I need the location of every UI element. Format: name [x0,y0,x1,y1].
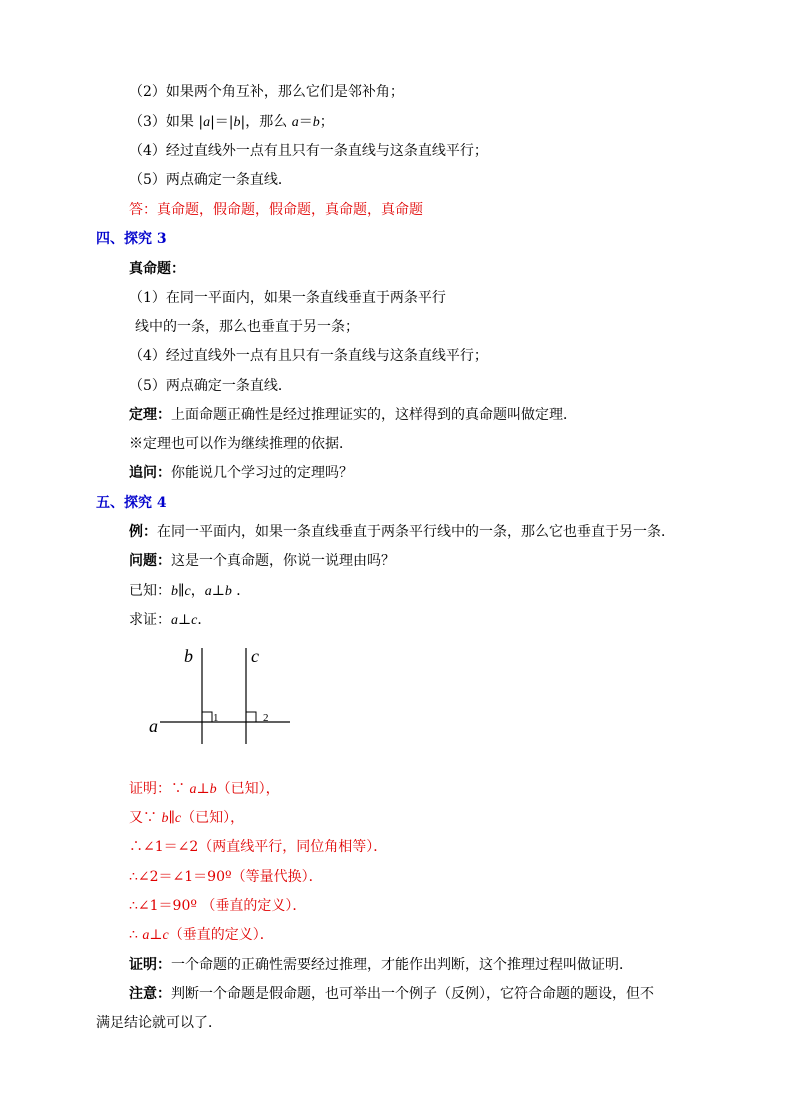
true-item-1b: 线中的一条，那么也垂直于另一条； [135,319,359,335]
section-heading-explore-3: 四、探究 3 [96,231,167,247]
figure-label-b: b [184,646,193,666]
parallel-lines-figure [140,640,300,750]
true-item-1a: （1）在同一平面内，如果一条直线垂直于两条平行 [129,290,446,306]
proof-step-2: 又∵ b∥c（已知）， [129,810,245,826]
true-item-5: （5）两点确定一条直线． [129,378,292,394]
followup-question: 追问：你能说几个学习过的定理吗？ [129,465,353,481]
right-angle-mark-1 [202,712,212,722]
example-label: 例： [129,524,157,540]
proof-step-4: ∴∠2＝∠1＝90º（等量代换）． [129,869,323,885]
answer-line: 答：真命题，假命题，假命题，真命题，真命题 [129,202,423,218]
question-label: 问题： [129,553,171,569]
proof-definition: 证明：一个命题的正确性需要经过推理，才能作出判断，这个推理过程叫做证明． [129,957,633,973]
right-angle-mark-2 [246,712,256,722]
attention-paragraph-line-2: 满足结论就可以了． [96,1015,222,1031]
question-paragraph: 问题：这是一个真命题，你说一说理由吗？ [129,553,395,569]
prove-line: 求证：a⊥c． [129,612,212,628]
true-proposition-label: 真命题： [129,261,185,277]
theorem-label: 定理： [129,407,171,423]
proof-step-6: ∴ a⊥c（垂直的定义）． [129,927,274,943]
angle-label-2: 2 [263,712,269,724]
list-item-5: （5）两点确定一条直线． [129,172,292,188]
attention-label: 注意： [129,986,171,1002]
angle-label-1: 1 [213,712,219,724]
proof-step-3: ∴∠1＝∠2（两直线平行，同位角相等）． [129,839,388,855]
attention-paragraph-line-1: 注意：判断一个命题是假命题，也可举出一个例子（反例），它符合命题的题设，但不 [129,986,654,1002]
theorem-paragraph: 定理：上面命题正确性是经过推理证实的，这样得到的真命题叫做定理． [129,407,577,423]
list-item-3: （3）如果 |a|＝|b|，那么 a＝b； [129,114,334,130]
proof-step-1: 证明：∵ a⊥b（已知）， [129,781,280,797]
example-paragraph: 例：在同一平面内，如果一条直线垂直于两条平行线中的一条，那么它也垂直于另一条． [129,524,675,540]
given-line: 已知：b∥c，a⊥b ． [129,583,251,599]
proof-step-5: ∴∠1＝90º （垂直的定义）． [129,898,307,914]
list-item-4: （4）经过直线外一点有且只有一条直线与这条直线平行； [129,143,488,159]
theorem-note: ※定理也可以作为继续推理的依据． [129,436,353,452]
list-item-2: （2）如果两个角互补，那么它们是邻补角； [129,84,404,100]
figure-label-c: c [251,646,259,666]
figure-label-a: a [149,716,158,736]
proof-definition-label: 证明： [129,957,171,973]
section-heading-explore-4: 五、探究 4 [96,495,167,511]
followup-label: 追问： [129,465,171,481]
true-item-4: （4）经过直线外一点有且只有一条直线与这条直线平行； [129,348,488,364]
